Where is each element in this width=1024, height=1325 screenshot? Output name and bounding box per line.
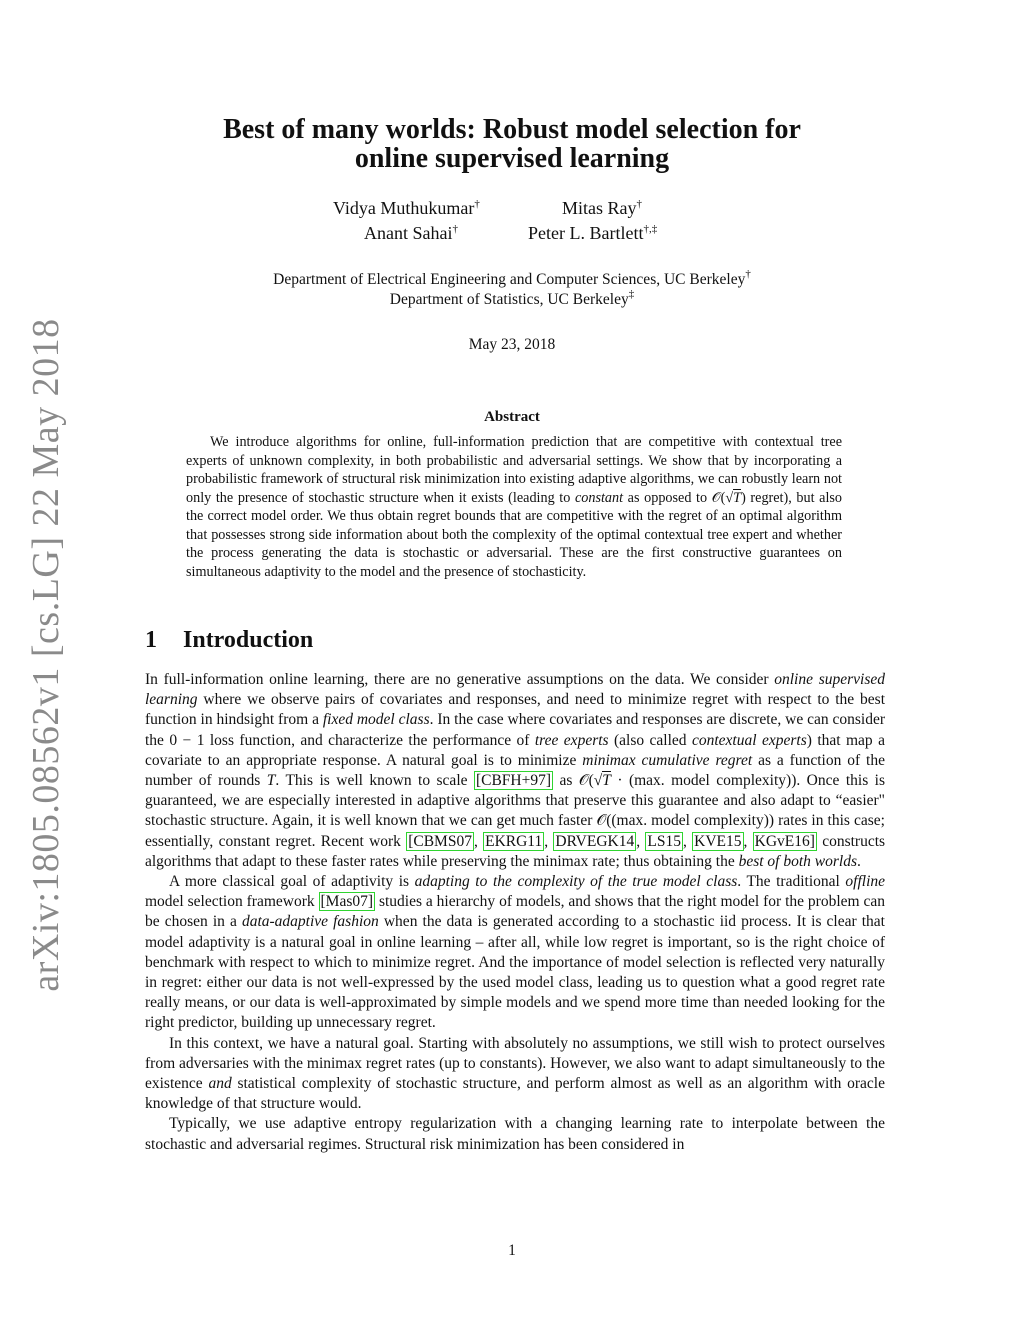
citation-link-drvegk14[interactable]: DRVEGK14: [555, 832, 635, 850]
abstract-text: We introduce algorithms for online, full-information prediction that are competitive with contextual tree experts of unknown complexity, in both probabilistic and adversarial settings. We show that by incorporating a probabilistic framework of structural risk minimization into existing adaptive algorithms, we can robustly learn not only the presence of stochastic structure when it exists (leading to constant as opposed to 𝒪(√T) regret), but also the correct model order. We thus obtain regret bounds that are competitive with the regret of an optimal algorithm that possesses strong side information about both the complexity of the optimal contextual tree expert and whether the process generating the data is stochastic or adversarial. These are the first constructive guarantees on simultaneous adaptivity to the model and the presence of stochasticity.: [186, 434, 843, 580]
page-number: 1: [508, 1242, 516, 1259]
title-line-2: online supervised learning: [354, 143, 670, 174]
author-3: Anant Sahai†: [364, 223, 458, 243]
affiliations: [150, 270, 874, 310]
citation-link-cbms07[interactable]: [CBMS07: [408, 832, 472, 850]
author-4: Peter L. Bartlett†,‡: [528, 223, 658, 243]
citation-link-cbfh97[interactable]: [CBFH+97]: [475, 772, 552, 790]
citation-link-kgve16[interactable]: KGvE16]: [754, 832, 815, 850]
introduction-body: [145, 670, 885, 1155]
intro-paragraph-4: Typically, we use adaptive entropy regularization with a changing learning rate to interpolate between the stochastic and adversarial regimes. Structural risk minimization has been considered in: [145, 1115, 885, 1153]
title-line-1: Best of many worlds: Robust model selection for: [223, 114, 801, 145]
author-1: Vidya Muthukumar†: [333, 198, 480, 218]
citation-link-ekrg11[interactable]: EKRG11: [485, 832, 543, 850]
affiliation-1: Department of Electrical Engineering and Computer Sciences, UC Berkeley†: [273, 268, 751, 288]
intro-paragraph-1: In full-information online learning, there are no generative assumptions on the data. We consider online supervised learning where we observe pairs of covariates and responses, and need to minimize regret with respect to the best function in hindsight from a fixed model class. In the case where covariates and responses are discrete, we can consider the 0 − 1 loss function, and characterize the performance of tree experts (also called contextual experts) that map a covariate to an appropriate response. A natural goal is to minimize minimax cumulative regret as a function of the number of rounds T. This is well known to scale [CBFH+97] as 𝒪(√T · (max. model complexity)). Once this is guaranteed, we are especially interested in adaptive algorithms that preserve this guarantee and also adapt to “easier" stochastic structure. Again, it is well known that we can get much faster 𝒪((max. model complexity)) rates in this case; essentially, constant regret. Recent work [CBMS07 , EKRG11 , DRVEGK14 , LS15 , KVE15 , KGvE16] constructs algorithms that adapt to these faster rates while preserving the minimax rate; thus obtaining the best of both worlds.: [145, 671, 886, 870]
paper-date: May 23, 2018: [468, 336, 556, 353]
affiliation-2: Department of Statistics, UC Berkeley‡: [389, 288, 635, 308]
arxiv-sidebar: [22, 318, 70, 992]
paper-title: [130, 115, 894, 173]
intro-paragraph-2: A more classical goal of adaptivity is adapting to the complexity of the true model class. The traditional offline model selection framework [Mas07] studies a hierarchy of models, and shows that the right model for the problem can be chosen in a data-adaptive fashion when the data is generated according to a stochastic iid process. It is clear that model adaptivity is a natural goal in online learning – after all, while low regret is important, so is the right choice of benchmark with respect to which to minimize regret. And the importance of model selection is reflected very naturally in regret: either our data is not well-expressed by the used model class, leading us to question what a good regret rate really means, or our data is well-approximated by simple models and we spend more time than needed looking for the right predictor, building up unnecessary regret.: [145, 873, 886, 1032]
abstract-heading: Abstract: [484, 409, 540, 425]
intro-paragraph-3: In this context, we have a natural goal. Starting with absolutely no assumptions, we still wish to protect ourselves from adversaries with the minimax regret rates (up to constants). However, we also want to adapt simultaneously to the existence and statistical complexity of stochastic structure, and perform almost as well as an algorithm with oracle knowledge of that structure would.: [145, 1034, 885, 1113]
citation-link-kve15[interactable]: KVE15: [694, 832, 742, 850]
citation-link-mas07[interactable]: [Mas07]: [320, 893, 374, 911]
arxiv-identifier: arXiv:1805.08562v1 [cs.LG] 22 May 2018: [25, 318, 67, 992]
author-2: Mitas Ray†: [562, 198, 642, 218]
section-heading-introduction: 1 Introduction: [145, 627, 314, 653]
citation-link-ls15[interactable]: LS15: [647, 832, 681, 850]
